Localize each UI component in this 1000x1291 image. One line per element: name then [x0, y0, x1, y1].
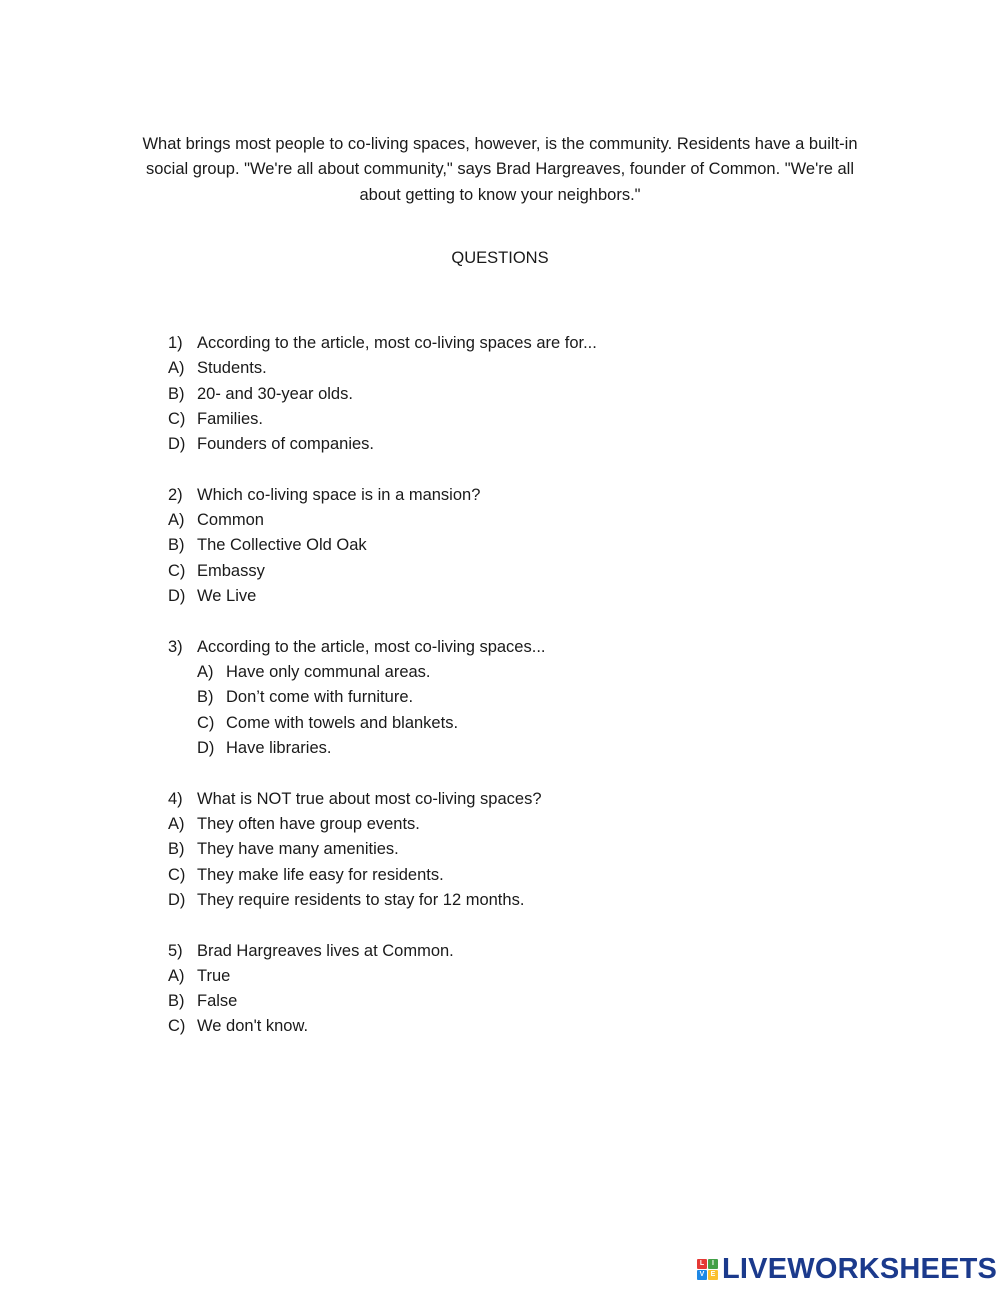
- option-text: They make life easy for residents.: [197, 865, 444, 884]
- question-3: [168, 635, 928, 761]
- question-stem: [168, 787, 928, 812]
- question-number: 5): [168, 941, 183, 960]
- option-label: C): [168, 409, 186, 428]
- option-label: D): [168, 587, 186, 606]
- intro-paragraph: What brings most people to co-living spaces, however, is the community. Residents have a built-in social group. "We're all about community," says Brad Hargreaves, founder of Common. "We're all about getting to know your neighbors.": [142, 134, 858, 204]
- question-text: Brad Hargreaves lives at Common.: [197, 941, 454, 960]
- answer-option[interactable]: [168, 711, 928, 736]
- option-text: Students.: [197, 359, 267, 378]
- option-text: Come with towels and blankets.: [226, 713, 459, 732]
- questions-heading: QUESTIONS: [451, 249, 549, 267]
- option-label: A): [168, 511, 185, 530]
- option-text: Have libraries.: [226, 738, 332, 757]
- option-label: C): [168, 1017, 186, 1036]
- question-stem: [168, 331, 928, 356]
- option-label: C): [168, 561, 186, 580]
- option-label: C): [168, 865, 186, 884]
- answer-option[interactable]: [168, 356, 928, 381]
- answer-option[interactable]: [168, 660, 928, 685]
- answer-option[interactable]: [168, 407, 928, 432]
- logo-text: LIVEWORKSHEETS: [722, 1252, 998, 1285]
- question-1: [168, 331, 928, 457]
- option-text: The Collective Old Oak: [197, 536, 367, 555]
- answer-option[interactable]: [168, 559, 928, 584]
- answer-option[interactable]: [168, 964, 928, 989]
- question-number: 1): [168, 334, 183, 352]
- question-4: [168, 787, 928, 913]
- answer-option[interactable]: [168, 888, 928, 913]
- question-number: 4): [168, 789, 183, 808]
- option-text: Families.: [197, 409, 264, 428]
- logo-badge-letter: L: [697, 1259, 707, 1269]
- question-stem: [168, 939, 928, 964]
- option-label: D): [197, 738, 215, 757]
- option-text: They often have group events.: [197, 814, 420, 833]
- option-text: Don’t come with furniture.: [226, 688, 414, 707]
- option-text: We Live: [197, 587, 257, 606]
- option-text: They have many amenities.: [197, 840, 399, 859]
- option-text: True: [197, 966, 231, 985]
- questions-list: [168, 331, 928, 1065]
- option-label: A): [168, 966, 185, 985]
- question-stem: [168, 483, 928, 508]
- option-text: Have only communal areas.: [226, 663, 431, 682]
- answer-option[interactable]: [168, 812, 928, 837]
- answer-option[interactable]: [168, 837, 928, 862]
- question-text: Which co-living space is in a mansion?: [197, 485, 481, 504]
- option-label: B): [168, 992, 185, 1011]
- option-text: We don't know.: [197, 1017, 309, 1036]
- option-label: A): [168, 814, 185, 833]
- question-number: 2): [168, 485, 183, 504]
- answer-option[interactable]: [168, 533, 928, 558]
- option-label: D): [168, 890, 186, 909]
- option-label: D): [168, 435, 186, 454]
- option-text: Founders of companies.: [197, 435, 375, 454]
- answer-option[interactable]: [168, 432, 928, 457]
- liveworksheets-logo: [697, 1254, 997, 1284]
- option-label: B): [168, 840, 185, 859]
- answer-option[interactable]: [168, 863, 928, 888]
- logo-badge-icon: [697, 1259, 718, 1280]
- option-text: Embassy: [197, 561, 265, 580]
- option-label: A): [168, 359, 185, 378]
- option-label: A): [197, 663, 214, 682]
- question-2: [168, 483, 928, 609]
- answer-option[interactable]: [168, 685, 928, 710]
- option-text: False: [197, 992, 238, 1011]
- option-label: B): [168, 384, 185, 403]
- question-stem: [168, 635, 928, 660]
- question-number: 3): [168, 637, 183, 656]
- question-text: According to the article, most co-living spaces are for...: [197, 334, 597, 352]
- logo-badge-letter: E: [708, 1270, 718, 1280]
- option-text: 20- and 30-year olds.: [197, 384, 353, 403]
- answer-option[interactable]: [168, 508, 928, 533]
- logo-badge-letter: I: [708, 1259, 718, 1269]
- option-label: C): [197, 713, 215, 732]
- option-text: Common: [197, 511, 264, 530]
- option-label: B): [168, 536, 185, 555]
- answer-option[interactable]: [168, 382, 928, 407]
- logo-badge-letter: V: [697, 1270, 707, 1280]
- option-label: B): [197, 688, 214, 707]
- question-text: According to the article, most co-living spaces...: [197, 637, 546, 656]
- answer-option[interactable]: [168, 989, 928, 1014]
- question-5: [168, 939, 928, 1040]
- option-text: They require residents to stay for 12 months.: [197, 890, 525, 909]
- question-text: What is NOT true about most co-living spaces?: [197, 789, 542, 808]
- answer-option[interactable]: [168, 584, 928, 609]
- answer-option[interactable]: [168, 736, 928, 761]
- answer-option[interactable]: [168, 1014, 928, 1039]
